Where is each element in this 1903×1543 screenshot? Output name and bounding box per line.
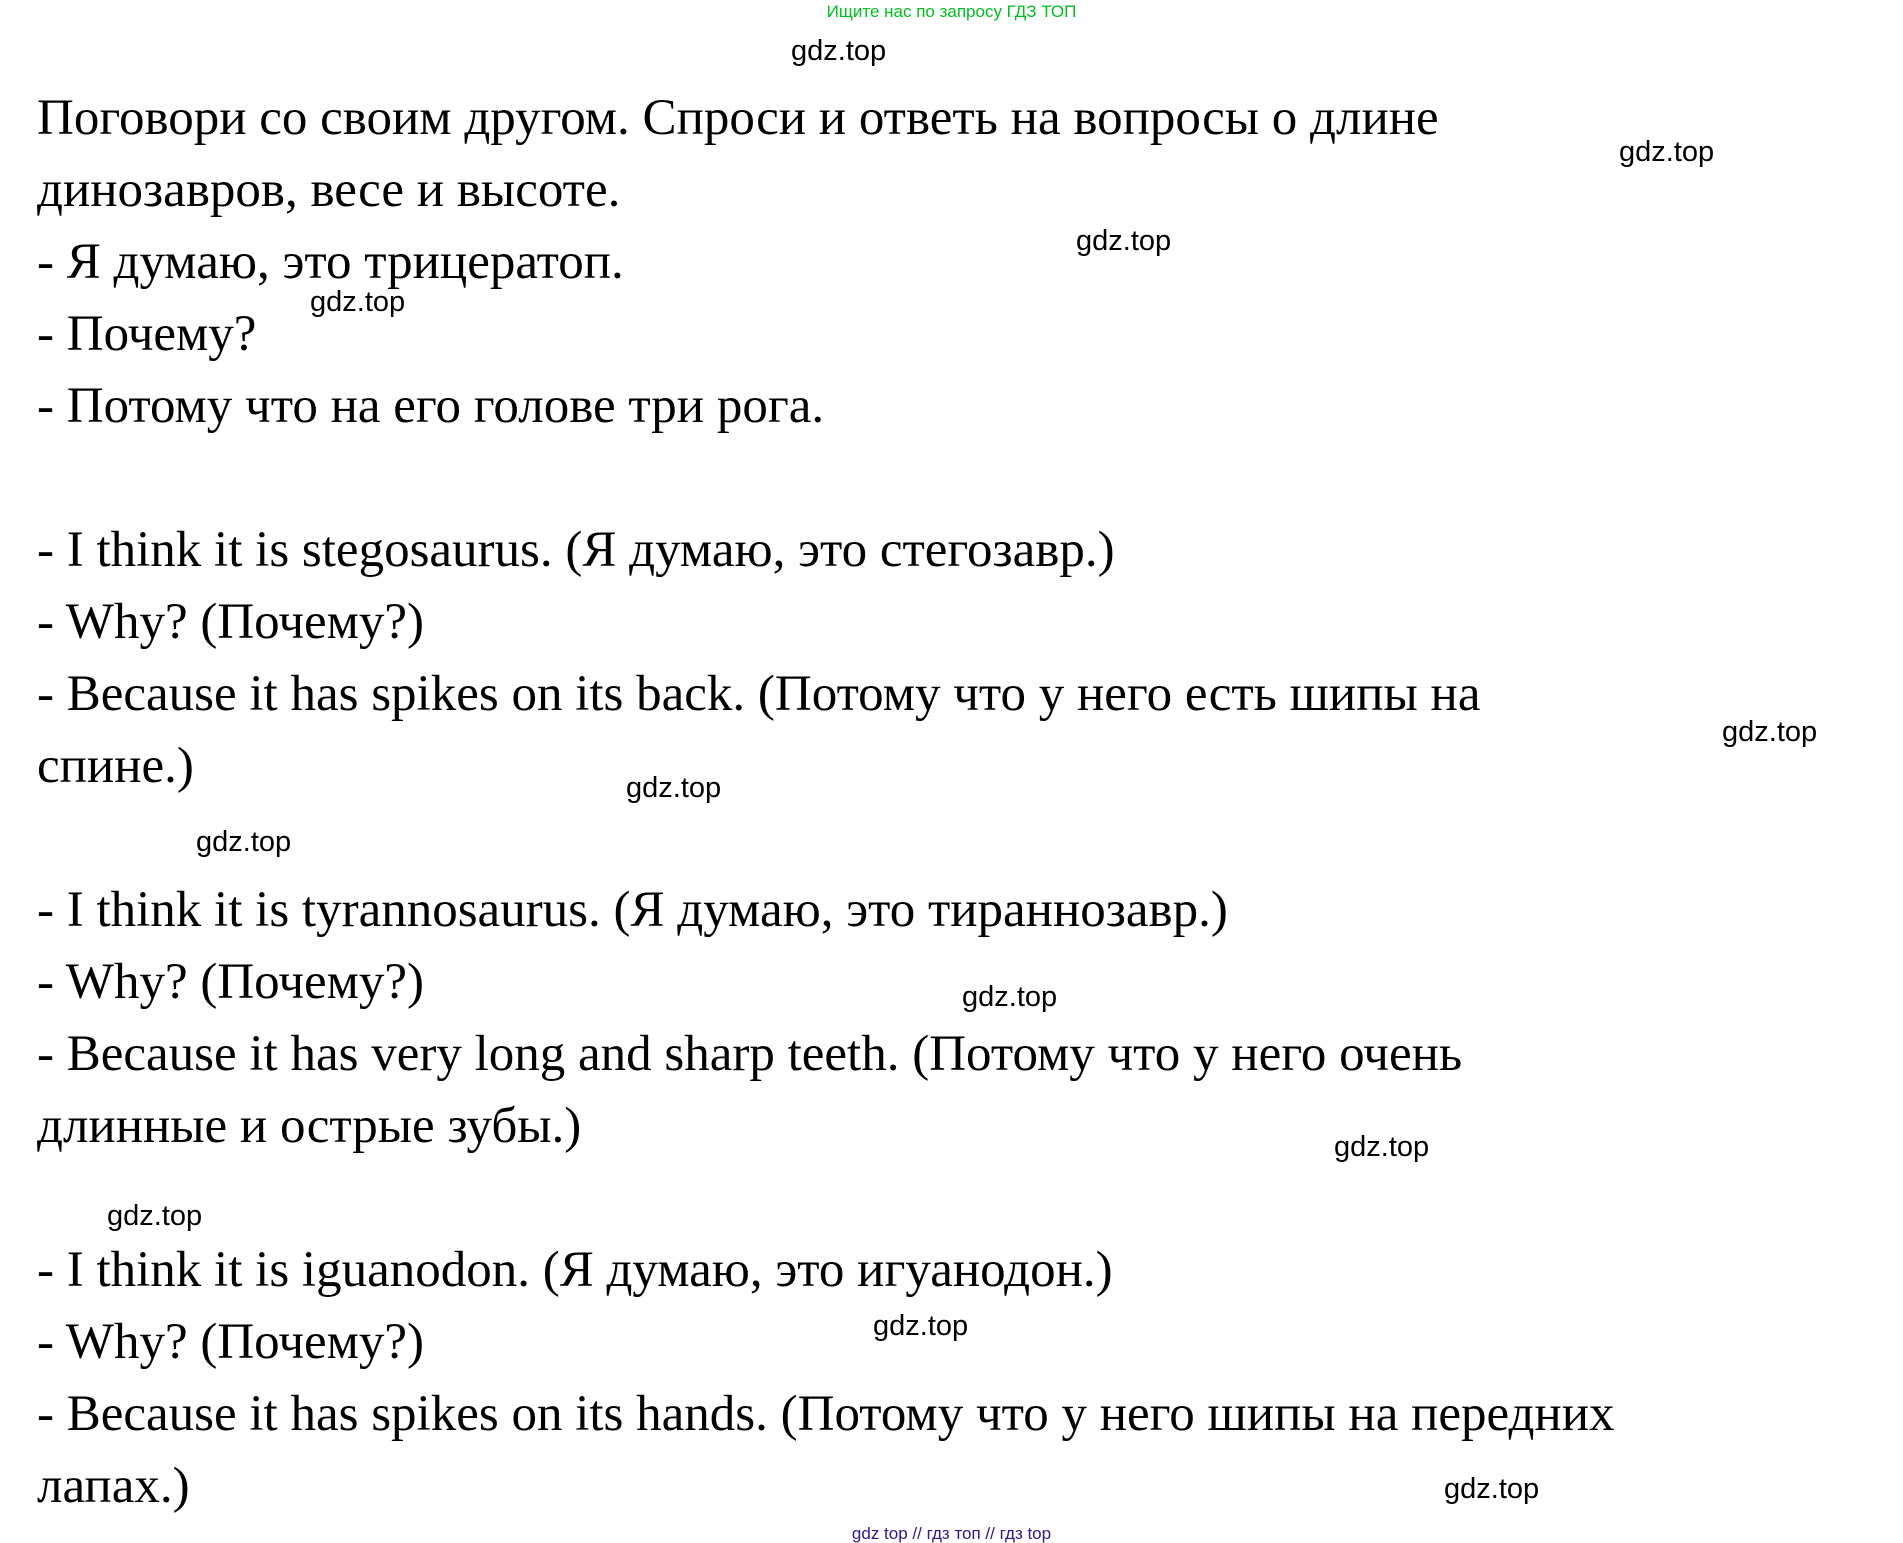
text-line: лапах.) — [37, 1458, 190, 1514]
watermark: gdz.top — [1619, 136, 1715, 168]
text-line: - Because it has spikes on its back. (Потому что у него есть шипы на — [37, 666, 1481, 722]
text-line: - I think it is tyrannosaurus. (Я думаю, это тираннозавр.) — [37, 882, 1228, 938]
text-line: длинные и острые зубы.) — [37, 1098, 582, 1154]
watermark: gdz.top — [1444, 1473, 1540, 1505]
text-line: - Потому что на его голове три рога. — [37, 378, 825, 434]
bottom-banner: gdz top // гдз топ // гдз top — [851, 1524, 1052, 1543]
text-line: - Почему? — [37, 306, 257, 362]
text-line: - I think it is stegosaurus. (Я думаю, это стегозавр.) — [37, 522, 1115, 578]
text-line: - Why? (Почему?) — [37, 1314, 425, 1370]
text-line: - Because it has spikes on its hands. (Потому что у него шипы на передних — [37, 1386, 1615, 1442]
watermark: gdz.top — [1076, 225, 1172, 257]
text-line: - Why? (Почему?) — [37, 954, 425, 1010]
text-line: - I think it is iguanodon. (Я думаю, это игуанодон.) — [37, 1242, 1113, 1298]
text-line: Поговори со своим другом. Спроси и ответь на вопросы о длине — [37, 90, 1439, 146]
watermark: gdz.top — [107, 1200, 203, 1232]
paragraph-gap — [37, 1162, 1877, 1234]
watermark: gdz.top — [196, 826, 292, 858]
watermark: gdz.top — [791, 35, 887, 67]
text-line: - Я думаю, это трицератоп. — [37, 234, 624, 290]
text-line: спине.) — [37, 738, 194, 794]
watermark: gdz.top — [1722, 716, 1818, 748]
watermark: gdz.top — [962, 981, 1058, 1013]
text-line: - Because it has very long and sharp teeth. (Потому что у него очень — [37, 1026, 1463, 1082]
watermark: gdz.top — [310, 286, 406, 318]
watermark: gdz.top — [1334, 1131, 1430, 1163]
watermark: gdz.top — [873, 1310, 969, 1342]
text-line: динозавров, весе и высоте. — [37, 162, 621, 218]
top-banner: Ищите нас по запросу ГДЗ ТОП — [826, 2, 1077, 21]
watermark: gdz.top — [626, 772, 722, 804]
paragraph-gap — [37, 802, 1877, 874]
text-line: - Why? (Почему?) — [37, 594, 425, 650]
paragraph-gap — [37, 442, 1877, 514]
